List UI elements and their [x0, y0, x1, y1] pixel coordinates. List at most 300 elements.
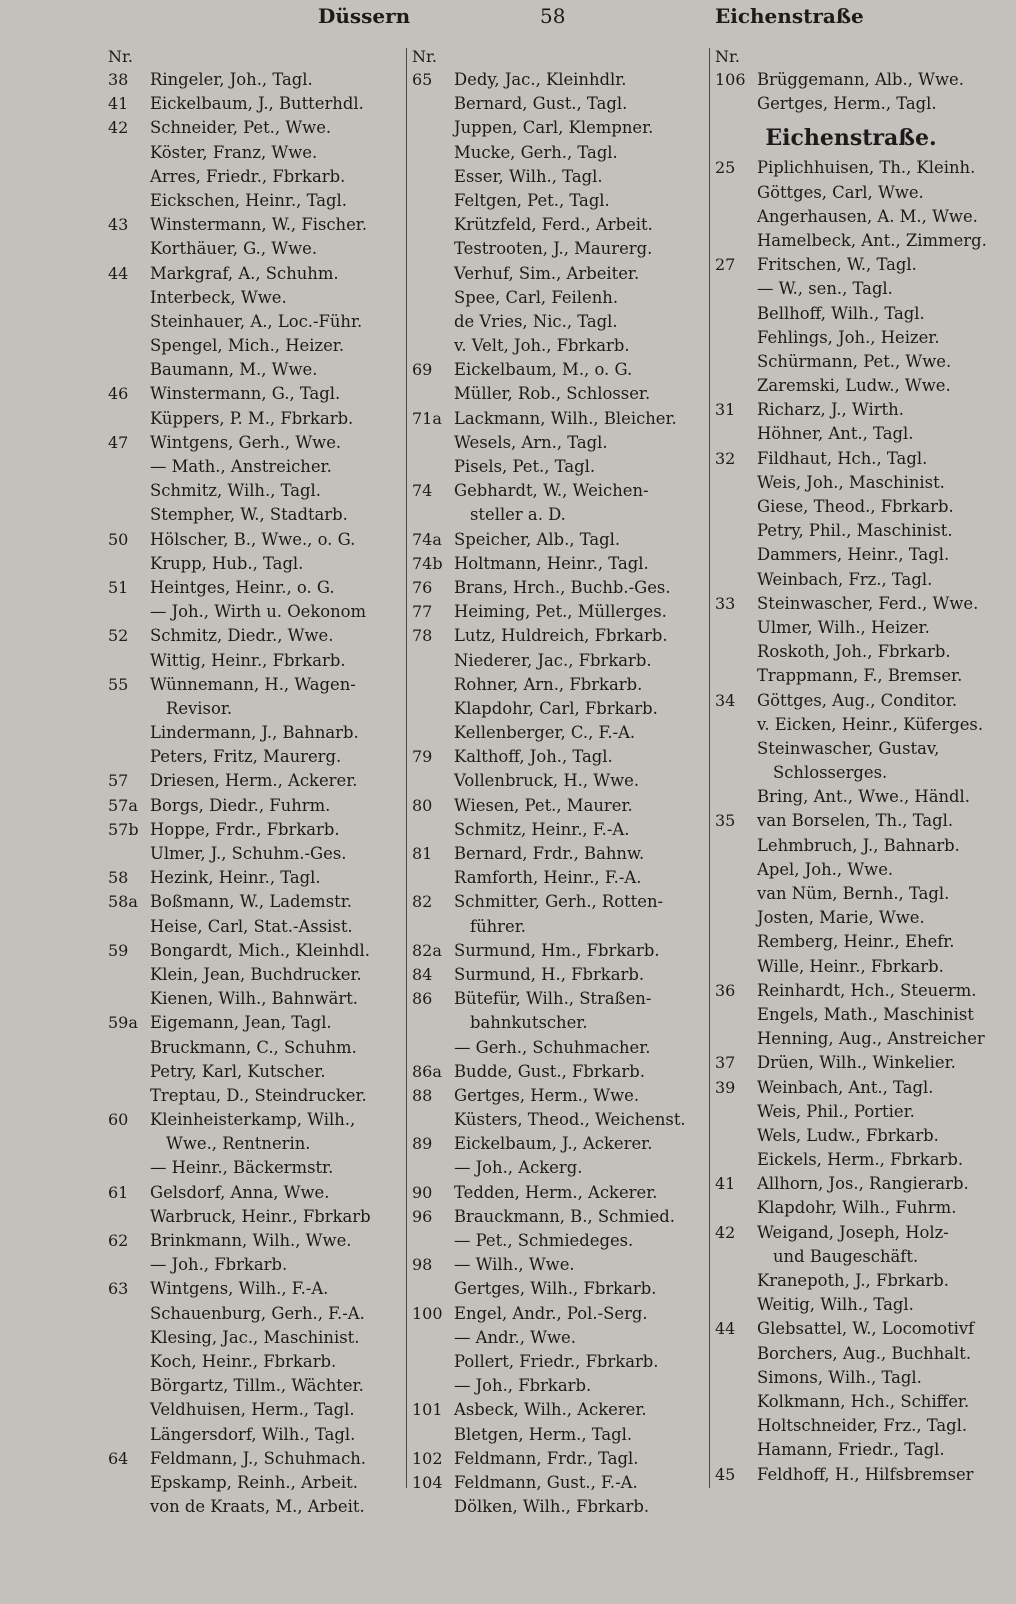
house-number — [715, 1293, 757, 1317]
directory-entry — [108, 745, 400, 769]
resident-entry: Richarz, J., Wirth. — [757, 400, 904, 420]
resident-entry: Weis, Phil., Portier. — [757, 1101, 915, 1121]
directory-entry — [715, 92, 1007, 116]
directory-entry — [108, 1423, 400, 1447]
directory-entry — [412, 745, 704, 769]
directory-entry — [715, 495, 1007, 519]
house-number — [108, 189, 150, 213]
house-number — [108, 697, 150, 721]
house-number — [715, 616, 757, 640]
resident-entry: Schlosserges. — [773, 763, 888, 783]
resident-entry: Fritschen, W., Tagl. — [757, 255, 917, 275]
resident-entry: Budde, Gust., Fbrkarb. — [454, 1061, 645, 1081]
directory-entry — [108, 552, 400, 576]
house-number — [412, 1036, 454, 1060]
street-heading: Eichenstraße. — [765, 125, 937, 152]
directory-entry — [412, 1398, 704, 1422]
house-number — [108, 552, 150, 576]
directory-entry — [412, 431, 704, 455]
resident-entry: Göttges, Carl, Wwe. — [757, 182, 924, 202]
directory-entry — [108, 1302, 400, 1326]
directory-entry — [715, 568, 1007, 592]
house-number — [412, 431, 454, 455]
directory-entry — [108, 1277, 400, 1301]
resident-entry: de Vries, Nic., Tagl. — [454, 311, 618, 331]
header-district: Düssern — [318, 4, 411, 28]
resident-entry: Trappmann, F., Bremser. — [757, 666, 963, 686]
directory-entry — [108, 92, 400, 116]
directory-entry — [412, 1423, 704, 1447]
resident-entry: Bütefür, Wilh., Straßen- — [454, 989, 652, 1009]
house-number — [108, 286, 150, 310]
directory-entry — [412, 334, 704, 358]
resident-entry: Bruckmann, C., Schuhm. — [150, 1037, 357, 1057]
resident-entry: Kranepoth, J., Fbrkarb. — [757, 1271, 949, 1290]
house-number — [715, 422, 757, 446]
house-number: 43 — [108, 215, 129, 235]
resident-entry: Lehmbruch, J., Bahnarb. — [757, 835, 960, 855]
house-number — [715, 1245, 757, 1269]
directory-entry — [108, 479, 400, 503]
resident-entry: — Gerh., Schuhmacher. — [454, 1037, 651, 1057]
directory-entry — [108, 310, 400, 334]
directory-entry — [715, 422, 1007, 446]
column-3 — [715, 46, 1007, 1487]
house-number — [412, 213, 454, 237]
resident-entry: Mucke, Gerh., Tagl. — [454, 142, 618, 162]
directory-entry — [715, 374, 1007, 398]
resident-entry: Engel, Andr., Pol.-Serg. — [454, 1303, 648, 1323]
resident-entry: Wwe., Rentnerin. — [166, 1134, 311, 1154]
house-number: 47 — [108, 432, 129, 452]
directory-entry — [715, 785, 1007, 809]
resident-entry: Eickelbaum, J., Ackerer. — [454, 1134, 653, 1154]
resident-entry: — Math., Anstreicher. — [150, 457, 332, 476]
column-1 — [108, 46, 400, 1519]
directory-entry — [108, 1036, 400, 1060]
resident-entry: Interbeck, Wwe. — [150, 287, 287, 307]
resident-entry: Weigand, Joseph, Holz- — [757, 1222, 949, 1242]
directory-entry — [715, 1221, 1007, 1245]
directory-entry — [715, 229, 1007, 253]
resident-entry: Brüggemann, Alb., Wwe. — [757, 70, 964, 89]
resident-entry: Surmund, Hm., Fbrkarb. — [454, 940, 660, 960]
resident-entry: Giese, Theod., Fbrkarb. — [757, 497, 954, 516]
house-number: 41 — [108, 94, 129, 114]
directory-entry — [412, 624, 704, 648]
directory-entry — [715, 1148, 1007, 1172]
resident-entry: Gebhardt, W., Weichen- — [454, 481, 649, 501]
directory-entry — [412, 1253, 704, 1277]
resident-entry: Hölscher, B., Wwe., o. G. — [150, 529, 356, 549]
directory-entry — [108, 866, 400, 890]
house-number — [412, 1277, 454, 1301]
resident-entry: Surmund, H., Fbrkarb. — [454, 964, 645, 984]
resident-entry: Heise, Carl, Stat.-Assist. — [150, 916, 353, 936]
house-number: 74a — [412, 529, 442, 549]
directory-entry — [108, 528, 400, 552]
house-number: 77 — [412, 602, 433, 622]
directory-entry — [108, 1495, 400, 1519]
resident-entry: Winstermann, G., Tagl. — [150, 384, 341, 404]
directory-entry — [108, 794, 400, 818]
directory-entry — [715, 1366, 1007, 1390]
resident-entry: Brinkmann, Wilh., Wwe. — [150, 1231, 352, 1250]
directory-entry — [715, 906, 1007, 930]
directory-entry — [108, 1374, 400, 1398]
page-number: 58 — [540, 4, 566, 28]
resident-entry: Schmitz, Diedr., Wwe. — [150, 626, 334, 646]
resident-entry: Börgartz, Tillm., Wächter. — [150, 1376, 364, 1396]
directory-entry — [412, 1495, 704, 1519]
resident-entry: Feldmann, Frdr., Tagl. — [454, 1448, 639, 1468]
directory-entry — [715, 1245, 1007, 1269]
directory-entry — [715, 302, 1007, 326]
house-number — [412, 1108, 454, 1132]
directory-entry — [108, 842, 400, 866]
house-number — [412, 455, 454, 479]
resident-entry: — Joh., Ackerg. — [454, 1158, 583, 1178]
directory-entry — [108, 189, 400, 213]
resident-entry: Schmitz, Wilh., Tagl. — [150, 481, 321, 501]
house-number — [715, 495, 757, 519]
house-number: 33 — [715, 593, 736, 613]
house-number — [715, 761, 757, 785]
house-number: 59a — [108, 1013, 138, 1033]
house-number — [715, 1100, 757, 1124]
resident-entry: Josten, Marie, Wwe. — [757, 908, 925, 928]
resident-entry: Drüen, Wilh., Winkelier. — [757, 1053, 956, 1073]
resident-entry: von de Kraats, M., Arbeit. — [150, 1497, 365, 1517]
directory-entry — [108, 455, 400, 479]
resident-entry: Dedy, Jac., Kleinhdlr. — [454, 70, 627, 89]
house-number — [715, 882, 757, 906]
resident-entry: Bletgen, Herm., Tagl. — [454, 1424, 633, 1444]
resident-entry: Dölken, Wilh., Fbrkarb. — [454, 1497, 650, 1517]
resident-entry: Krützfeld, Ferd., Arbeit. — [454, 215, 653, 235]
directory-entry — [412, 794, 704, 818]
directory-entry — [412, 673, 704, 697]
resident-entry: Peters, Fritz, Maurerg. — [150, 747, 342, 767]
directory-entry — [715, 156, 1007, 180]
resident-entry: Koch, Heinr., Fbrkarb. — [150, 1351, 337, 1371]
house-number: 71a — [412, 408, 442, 428]
house-number — [108, 721, 150, 745]
directory-entry — [108, 503, 400, 527]
directory-entry — [715, 326, 1007, 350]
house-number — [715, 1269, 757, 1293]
column-nr-label: Nr. — [108, 47, 133, 66]
directory-entry — [412, 116, 704, 140]
directory-entry — [108, 407, 400, 431]
house-number — [108, 237, 150, 261]
house-number — [108, 1423, 150, 1447]
directory-entry — [108, 358, 400, 382]
resident-entry: Schneider, Pet., Wwe. — [150, 118, 332, 138]
directory-entry — [412, 262, 704, 286]
resident-entry: — Joh., Fbrkarb. — [454, 1376, 592, 1396]
resident-entry: Spengel, Mich., Heizer. — [150, 336, 345, 356]
house-number — [715, 543, 757, 567]
resident-entry: Driesen, Herm., Ackerer. — [150, 771, 358, 791]
house-number — [108, 1084, 150, 1108]
house-number — [412, 334, 454, 358]
house-number: 42 — [108, 118, 129, 138]
house-number: 62 — [108, 1231, 129, 1250]
directory-entry — [412, 890, 704, 914]
house-number — [108, 1326, 150, 1350]
resident-entry: — Heinr., Bäckermstr. — [150, 1158, 334, 1178]
directory-entry — [108, 1156, 400, 1180]
resident-entry: Allhorn, Jos., Rangierarb. — [757, 1174, 969, 1194]
house-number: 31 — [715, 400, 736, 420]
house-number — [108, 649, 150, 673]
house-number — [715, 785, 757, 809]
directory-entry — [412, 1036, 704, 1060]
house-number — [412, 165, 454, 189]
resident-entry: Bernard, Frdr., Bahnw. — [454, 844, 645, 863]
house-number — [108, 1060, 150, 1084]
directory-entry — [412, 1229, 704, 1253]
resident-entry: Testrooten, J., Maurerg. — [454, 239, 653, 259]
column-divider — [709, 48, 710, 1488]
resident-entry: Lackmann, Wilh., Bleicher. — [454, 408, 677, 428]
directory-entry — [412, 1132, 704, 1156]
house-number — [412, 1229, 454, 1253]
directory-entry — [715, 277, 1007, 301]
directory-entry — [412, 1471, 704, 1495]
directory-entry — [412, 721, 704, 745]
directory-entry — [108, 963, 400, 987]
directory-entry — [715, 834, 1007, 858]
directory-entry — [412, 68, 704, 92]
resident-entry: Gertges, Wilh., Fbrkarb. — [454, 1279, 657, 1299]
directory-entry — [108, 890, 400, 914]
directory-entry — [412, 1350, 704, 1374]
directory-entry — [412, 479, 704, 503]
house-number: 52 — [108, 626, 129, 646]
house-number: 51 — [108, 577, 129, 597]
directory-entry — [715, 1293, 1007, 1317]
resident-entry: Ramforth, Heinr., F.-A. — [454, 868, 642, 888]
resident-entry: Piplichhuisen, Th., Kleinh. — [757, 158, 976, 178]
directory-entry — [108, 818, 400, 842]
directory-entry — [412, 358, 704, 382]
directory-entry — [108, 116, 400, 140]
directory-entry — [108, 262, 400, 286]
house-number — [108, 1302, 150, 1326]
house-number — [715, 930, 757, 954]
resident-entry: Juppen, Carl, Klempner. — [454, 118, 654, 138]
house-number: 35 — [715, 811, 736, 831]
house-number: 39 — [715, 1077, 736, 1097]
directory-entry — [715, 1196, 1007, 1220]
house-number: 74 — [412, 481, 433, 501]
resident-entry: Ulmer, J., Schuhm.-Ges. — [150, 844, 347, 863]
directory-entry — [412, 1108, 704, 1132]
resident-entry: Klesing, Jac., Maschinist. — [150, 1327, 360, 1347]
resident-entry: Gelsdorf, Anna, Wwe. — [150, 1182, 330, 1202]
house-number — [108, 1132, 150, 1156]
resident-entry: Weinbach, Frz., Tagl. — [757, 569, 933, 589]
house-number — [715, 229, 757, 253]
directory-entry — [412, 407, 704, 431]
resident-entry: Feldmann, Gust., F.-A. — [454, 1472, 638, 1492]
house-number — [715, 350, 757, 374]
house-number: 57 — [108, 771, 129, 791]
house-number: 38 — [108, 70, 129, 89]
directory-entry — [412, 649, 704, 673]
house-number: 41 — [715, 1174, 736, 1194]
resident-entry: Revisor. — [166, 698, 233, 718]
resident-entry: Köster, Franz, Wwe. — [150, 142, 318, 162]
resident-entry: Simons, Wilh., Tagl. — [757, 1367, 922, 1387]
house-number: 76 — [412, 577, 433, 597]
resident-entry: Engels, Math., Maschinist — [757, 1004, 974, 1024]
house-number: 45 — [715, 1464, 736, 1484]
directory-entry — [412, 1447, 704, 1471]
directory-entry — [715, 858, 1007, 882]
house-number: 27 — [715, 255, 736, 275]
directory-entry — [412, 866, 704, 890]
resident-entry: — W., sen., Tagl. — [757, 279, 893, 299]
directory-entry — [108, 649, 400, 673]
directory-entry — [715, 1124, 1007, 1148]
resident-entry: Steinhauer, A., Loc.-Führ. — [150, 311, 363, 331]
resident-entry: Weitig, Wilh., Tagl. — [757, 1295, 914, 1315]
directory-entry — [412, 697, 704, 721]
directory-entry — [108, 237, 400, 261]
column-2 — [412, 46, 704, 1519]
house-number: 50 — [108, 529, 129, 549]
resident-entry: Fildhaut, Hch., Tagl. — [757, 448, 928, 468]
directory-entry — [715, 447, 1007, 471]
resident-entry: Schmitter, Gerh., Rotten- — [454, 892, 664, 912]
house-number — [108, 1471, 150, 1495]
resident-entry: Petry, Karl, Kutscher. — [150, 1061, 326, 1081]
directory-entry — [412, 769, 704, 793]
directory-entry — [108, 141, 400, 165]
house-number — [412, 1326, 454, 1350]
directory-entry — [715, 689, 1007, 713]
directory-entry — [412, 576, 704, 600]
directory-entry — [108, 721, 400, 745]
directory-entry — [412, 455, 704, 479]
house-number — [108, 842, 150, 866]
house-number — [108, 1374, 150, 1398]
resident-entry: Wünnemann, H., Wagen- — [150, 674, 356, 694]
house-number — [412, 382, 454, 406]
directory-entry — [108, 213, 400, 237]
directory-entry — [715, 519, 1007, 543]
directory-entry — [108, 1181, 400, 1205]
directory-entry — [412, 987, 704, 1011]
house-number — [715, 834, 757, 858]
directory-entry — [108, 1326, 400, 1350]
resident-entry: Spee, Carl, Feilenh. — [454, 287, 619, 307]
house-number: 25 — [715, 158, 736, 178]
house-number — [412, 262, 454, 286]
house-number — [412, 116, 454, 140]
resident-entry: Eigemann, Jean, Tagl. — [150, 1013, 332, 1033]
directory-entry — [412, 600, 704, 624]
resident-entry: Fehlings, Joh., Heizer. — [757, 327, 940, 347]
resident-entry: Hezink, Heinr., Tagl. — [150, 868, 321, 888]
column-nr-label: Nr. — [412, 47, 437, 66]
resident-entry: Küppers, P. M., Fbrkarb. — [150, 408, 354, 428]
house-number: 88 — [412, 1085, 433, 1105]
house-number — [108, 600, 150, 624]
directory-entry — [715, 737, 1007, 761]
resident-entry: Gertges, Herm., Tagl. — [757, 94, 937, 114]
house-number — [715, 1438, 757, 1462]
house-number: 58 — [108, 868, 129, 888]
resident-entry: Heintges, Heinr., o. G. — [150, 577, 335, 597]
house-number — [412, 697, 454, 721]
resident-entry: Glebsattel, W., Locomotivf — [757, 1319, 975, 1339]
directory-entry — [715, 1463, 1007, 1487]
directory-entry — [715, 1100, 1007, 1124]
header-street: Eichenstraße — [715, 4, 864, 28]
house-number — [108, 1156, 150, 1180]
directory-entry — [412, 1084, 704, 1108]
resident-entry: Lutz, Huldreich, Fbrkarb. — [454, 626, 668, 646]
resident-entry: Angerhausen, A. M., Wwe. — [757, 206, 978, 226]
directory-entry — [108, 334, 400, 358]
resident-entry: Hamann, Friedr., Tagl. — [757, 1440, 945, 1460]
resident-entry: Petry, Phil., Maschinist. — [757, 521, 953, 541]
house-number — [412, 769, 454, 793]
directory-entry — [715, 1003, 1007, 1027]
directory-entry — [108, 1084, 400, 1108]
directory-entry — [412, 528, 704, 552]
resident-entry: Warbruck, Heinr., Fbrkarb — [150, 1206, 371, 1226]
directory-entry — [715, 1414, 1007, 1438]
house-number: 57b — [108, 819, 139, 839]
house-number — [412, 649, 454, 673]
resident-entry: Dammers, Heinr., Tagl. — [757, 545, 950, 565]
house-number — [108, 334, 150, 358]
resident-entry: Göttges, Aug., Conditor. — [757, 690, 958, 710]
column-divider — [406, 48, 407, 1488]
directory-entry — [108, 1011, 400, 1035]
resident-entry: — Andr., Wwe. — [454, 1327, 576, 1347]
directory-entry — [108, 1132, 400, 1156]
resident-entry: Wittig, Heinr., Fbrkarb. — [150, 650, 346, 670]
resident-entry: Ulmer, Wilh., Heizer. — [757, 617, 930, 637]
directory-entry — [412, 1060, 704, 1084]
directory-entry — [715, 1390, 1007, 1414]
house-number — [108, 915, 150, 939]
resident-entry: Asbeck, Wilh., Ackerer. — [454, 1400, 647, 1420]
resident-entry: Kienen, Wilh., Bahnwärt. — [150, 989, 359, 1009]
house-number — [412, 1423, 454, 1447]
house-number: 98 — [412, 1255, 433, 1275]
resident-entry: Hamelbeck, Ant., Zimmerg. — [757, 230, 987, 250]
resident-entry: Holtschneider, Frz., Tagl. — [757, 1416, 968, 1436]
house-number — [108, 1253, 150, 1277]
house-number — [108, 1350, 150, 1374]
house-number: 82a — [412, 940, 442, 960]
directory-entry — [715, 1342, 1007, 1366]
directory-entry — [715, 664, 1007, 688]
resident-entry: Klapdohr, Carl, Fbrkarb. — [454, 698, 658, 718]
house-number — [715, 1414, 757, 1438]
resident-entry: Feldhoff, H., Hilfsbremser — [757, 1464, 974, 1484]
house-number — [715, 92, 757, 116]
directory-entry — [715, 1172, 1007, 1196]
house-number — [108, 1205, 150, 1229]
